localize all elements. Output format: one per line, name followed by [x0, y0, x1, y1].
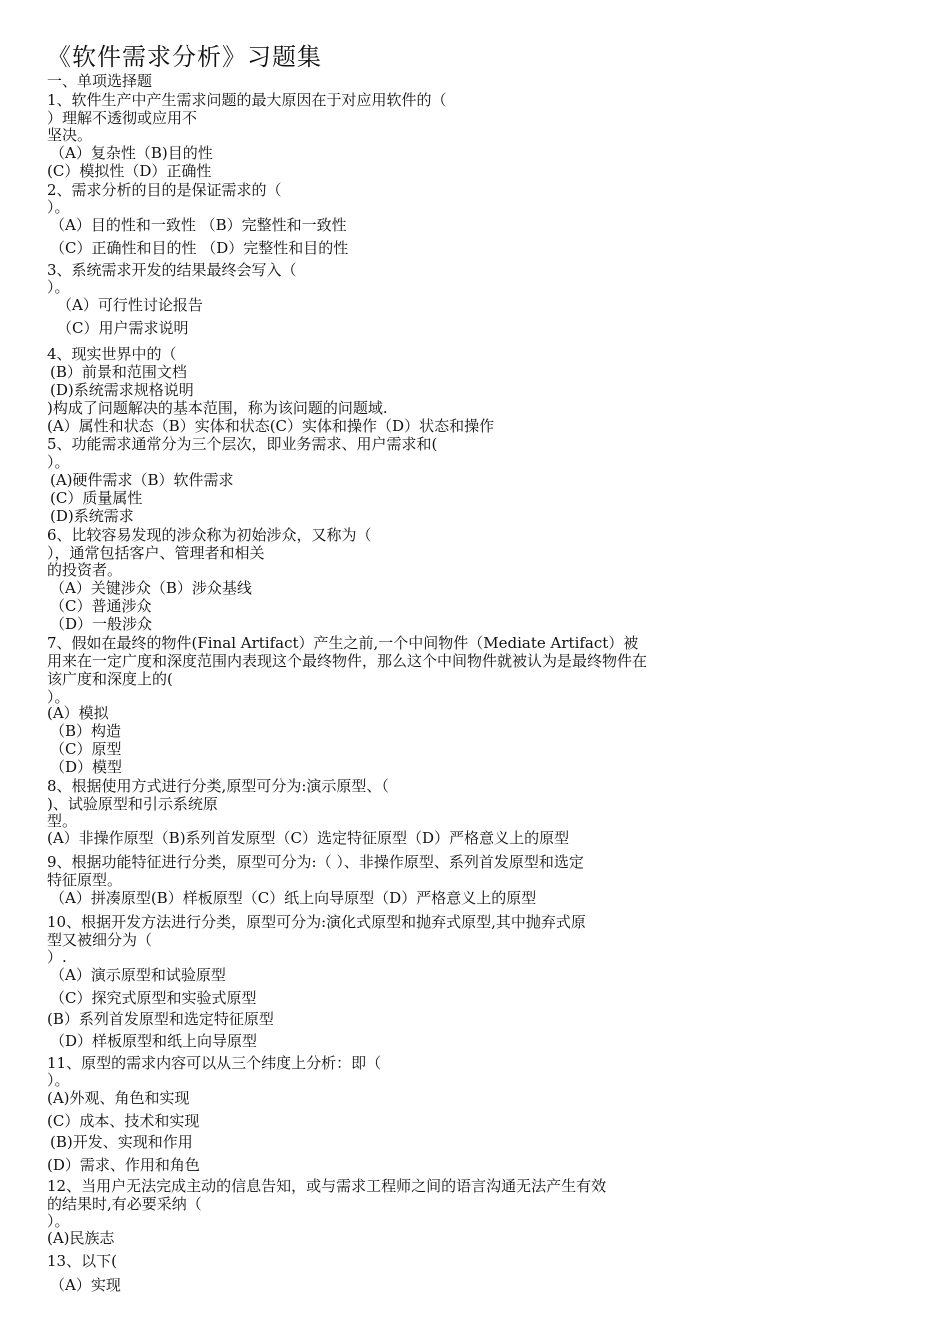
question-line: 型。	[47, 812, 78, 830]
question-line: ）。	[47, 453, 70, 471]
option-line: （C）探究式原型和实验式原型	[50, 989, 257, 1007]
question-line: 坚决。	[47, 126, 93, 144]
option-line: （C）原型	[50, 740, 122, 758]
option-line: (B）系列首发原型和选定特征原型	[47, 1010, 274, 1028]
option-line: （A）关键涉众（B）涉众基线	[50, 579, 252, 597]
question-line: 3、系统需求开发的结果最终会写入（	[47, 261, 297, 279]
option-line: （C）普通涉众	[50, 597, 152, 615]
option-line: (A)民族志	[47, 1229, 115, 1247]
option-line: (A）模拟	[47, 704, 109, 722]
question-line: )、试验原型和引示系统原	[47, 795, 218, 813]
option-line: (D）需求、作用和角色	[47, 1156, 200, 1174]
option-line: (A）属性和状态（B）实体和状态(C）实体和操作（D）状态和操作	[47, 417, 495, 435]
option-line: (A)外观、角色和实现	[47, 1089, 190, 1107]
question-line: ）。	[47, 198, 70, 216]
document-title: 《软件需求分析》习题集	[47, 43, 322, 71]
question-line: 12、当用户无法完成主动的信息告知，或与需求工程师之间的语言沟通无法产生有效	[47, 1177, 607, 1195]
section-heading: 一、单项选择题	[47, 72, 153, 90]
question-line: ），通常包括客户、管理者和相关	[47, 544, 265, 562]
question-line: 6、比较容易发现的涉众称为初始涉众，又称为（	[47, 526, 372, 544]
question-line: 8、根据使用方式进行分类,原型可分为:演示原型、（	[47, 777, 389, 795]
option-line: (D)系统需求规格说明	[50, 381, 194, 399]
option-line: （A）可行性讨论报告	[57, 296, 203, 314]
option-line: （A）演示原型和试验原型	[50, 966, 226, 984]
question-line: )构成了问题解决的基本范围，称为该问题的问题域.	[47, 399, 388, 417]
question-line: ）。	[47, 1071, 70, 1089]
question-line: 型又被细分为（	[47, 931, 153, 949]
option-line: （C）正确性和目的性 （D）完整性和目的性	[50, 239, 349, 257]
option-line: （C）用户需求说明	[57, 319, 189, 337]
option-line: (C）成本、技术和实现	[47, 1112, 200, 1130]
question-line: ）.	[47, 948, 67, 966]
question-line: 2、需求分析的目的是保证需求的（	[47, 181, 282, 199]
option-line: （A）复杂性（B)目的性	[50, 144, 213, 162]
question-line: 9、根据功能特征进行分类，原型可分为:（ ）、非操作原型、系列首发原型和选定	[47, 853, 584, 871]
option-line: (D)系统需求	[50, 507, 134, 525]
option-line: （D）样板原型和纸上向导原型	[50, 1032, 258, 1050]
question-line: ）。	[47, 1212, 70, 1230]
question-line: 11、原型的需求内容可以从三个纬度上分析：即（	[47, 1054, 382, 1072]
option-line: （A）目的性和一致性 （B）完整性和一致性	[50, 216, 347, 234]
question-line: 1、软件生产中产生需求问题的最大原因在于对应用软件的（	[47, 91, 447, 109]
question-line: 13、以下(	[47, 1252, 117, 1270]
question-line: 的结果时,有必要采纳（	[47, 1195, 202, 1213]
option-line: （D）一般涉众	[50, 615, 153, 633]
option-line: (C）质量属性	[50, 489, 143, 507]
option-line: (B)开发、实现和作用	[50, 1133, 193, 1151]
option-line: (C）模拟性（D）正确性	[47, 162, 212, 180]
question-line: 7、假如在最终的物件(Final Artifact）产生之前,一个中间物件（Mediate Artifact）被	[47, 634, 639, 652]
question-line: 4、现实世界中的（	[47, 345, 177, 363]
question-line: 特征原型。	[47, 871, 123, 889]
option-line: (A)硬件需求（B）软件需求	[50, 471, 234, 489]
option-line: （D）模型	[50, 758, 123, 776]
option-line: （A）拼凑原型(B）样板原型（C）纸上向导原型（D）严格意义上的原型	[50, 889, 537, 907]
option-line: (A）非操作原型（B)系列首发原型（C）选定特征原型（D）严格意义上的原型	[47, 829, 570, 847]
option-line: （B）构造	[50, 722, 122, 740]
question-line: 10、根据开发方法进行分类，原型可分为:演化式原型和抛弃式原型,其中抛弃式原	[47, 913, 586, 931]
option-line: (B）前景和范围文档	[50, 363, 187, 381]
question-line: 用来在一定广度和深度范围内表现这个最终物件，那么这个中间物件就被认为是最终物件在	[47, 652, 648, 670]
question-line: 的投资者。	[47, 561, 123, 579]
question-line: 5、功能需求通常分为三个层次，即业务需求、用户需求和(	[47, 435, 438, 453]
question-line: ）理解不透彻或应用不	[47, 109, 198, 127]
question-line: ）。	[47, 278, 70, 296]
question-line: ）。	[47, 688, 70, 706]
question-line: 该广度和深度上的(	[47, 670, 173, 688]
option-line: （A）实现	[50, 1276, 121, 1294]
